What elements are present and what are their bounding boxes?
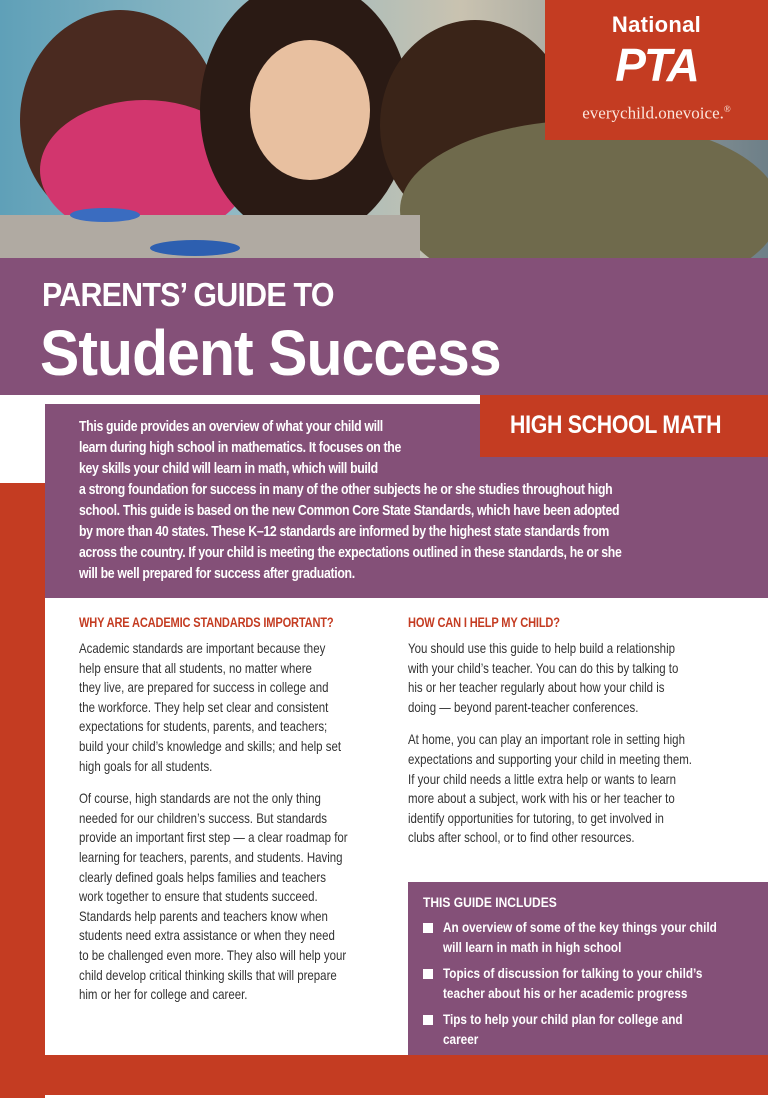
text-line: a strong foundation for success in many of the other subjects he or she studies throughout high <box>79 481 613 498</box>
list-item <box>423 964 768 1003</box>
paragraph <box>408 730 692 848</box>
paragraph <box>408 639 692 717</box>
logo-pta: PTA <box>615 39 698 91</box>
national-pta-logo <box>545 0 768 140</box>
title-kicker: PARENTS’ GUIDE TO <box>42 276 334 313</box>
square-bullet-icon <box>423 1015 433 1025</box>
logo-tagline-text: everychild.onevoice. <box>582 103 724 123</box>
text-line: needed for our children’s success. But standards <box>79 809 328 826</box>
text-line: with your child’s teacher. You can do this by talking to <box>408 659 679 676</box>
text-line: clubs after school, or to find other resources. <box>408 829 635 846</box>
text-line: key skills your child will learn in math, which will build <box>79 460 378 477</box>
logo-tagline <box>545 98 768 125</box>
paragraph <box>79 789 348 1005</box>
calculator-shape <box>70 208 140 222</box>
text-line: career <box>443 1030 479 1047</box>
paragraph <box>79 639 348 776</box>
list-item <box>423 918 768 957</box>
text-line: doing — beyond parent-teacher conferences. <box>408 698 639 715</box>
bottom-accent-bar <box>0 1055 768 1095</box>
text-line: Tips to help your child plan for college and <box>443 1011 683 1027</box>
text-line: high goals for all students. <box>79 757 213 774</box>
text-line: the workforce. They help set clear and consistent <box>79 698 329 715</box>
page-title: Student Success <box>40 317 501 389</box>
text-line: work together to ensure that students succeed. <box>79 888 318 905</box>
text-line: help ensure that all students, no matter where <box>79 659 312 676</box>
text-line: If your child needs a little extra help or wants to learn <box>408 770 677 787</box>
text-line: will learn in math in high school <box>443 938 622 955</box>
list-item-text <box>443 1010 683 1049</box>
left-body <box>79 639 348 1018</box>
text-line: Standards help parents and teachers know when <box>79 907 328 924</box>
logo-national: National <box>611 12 702 37</box>
right-body <box>408 639 692 861</box>
text-line: You should use this guide to help build a relationship <box>408 640 675 656</box>
text-line: will be well prepared for success after graduation. <box>79 565 355 582</box>
registered-mark: ® <box>723 104 731 114</box>
square-bullet-icon <box>423 969 433 979</box>
text-line: students need extra assistance or when they need <box>79 927 335 944</box>
text-line: his or her teacher regularly about how your child is <box>408 679 665 696</box>
text-line: This guide provides an overview of what your child will <box>79 418 383 435</box>
text-line: more about a subject, work with his or her teacher to <box>408 790 675 807</box>
subject-badge <box>480 395 768 457</box>
guide-heading: THIS GUIDE INCLUDES <box>423 894 557 910</box>
text-line: clearly defined goals helps families and teachers <box>79 868 326 885</box>
text-line: At home, you can play an important role in setting high <box>408 731 685 748</box>
text-line: learn during high school in mathematics. It focuses on the <box>79 439 402 456</box>
list-item-text <box>443 964 702 1003</box>
guide-list <box>423 918 768 1056</box>
text-line: Topics of discussion for talking to your child’s <box>443 965 703 981</box>
text-line: expectations for students, parents, and teachers; <box>79 718 328 735</box>
title-band <box>0 258 768 395</box>
text-line: Of course, high standards are not the only thing <box>79 790 321 807</box>
text-line: An overview of some of the key things your child <box>443 919 717 935</box>
text-line: by more than 40 states. These K–12 standards are informed by the highest state standards from <box>79 523 610 540</box>
text-line: learning for teachers, parents, and students. Having <box>79 848 343 865</box>
left-accent-bar <box>0 483 45 1098</box>
text-line: Academic standards are important because they <box>79 640 326 656</box>
text-line: identify opportunities for tutoring, to get involved in <box>408 809 664 826</box>
calculator-shape <box>150 240 240 256</box>
text-line: expectations and supporting your child in meeting them. <box>408 750 692 767</box>
left-heading: WHY ARE ACADEMIC STANDARDS IMPORTANT? <box>79 615 334 630</box>
list-item-text <box>443 918 717 957</box>
text-line: build your child’s knowledge and skills; and help set <box>79 737 342 754</box>
text-line: across the country. If your child is meeting the expectations outlined in these standards, he or she <box>79 544 622 561</box>
photo-shape <box>250 40 370 180</box>
text-line: provide an important first step — a clear roadmap for <box>79 829 348 846</box>
right-heading: HOW CAN I HELP MY CHILD? <box>408 615 560 630</box>
text-line: child develop critical thinking skills that will prepare <box>79 966 337 983</box>
text-line: him or her for college and career. <box>79 986 248 1003</box>
list-item <box>423 1010 768 1049</box>
subject-badge-text: HIGH SCHOOL MATH <box>510 411 722 439</box>
text-line: they live, are prepared for success in college and <box>79 679 329 696</box>
text-line: to be challenged even more. They also will help your <box>79 946 347 963</box>
square-bullet-icon <box>423 923 433 933</box>
text-line: school. This guide is based on the new Common Core State Standards, which have been adopted <box>79 502 620 519</box>
text-line: teacher about his or her academic progress <box>443 984 688 1001</box>
guide-includes-box <box>408 882 768 1055</box>
